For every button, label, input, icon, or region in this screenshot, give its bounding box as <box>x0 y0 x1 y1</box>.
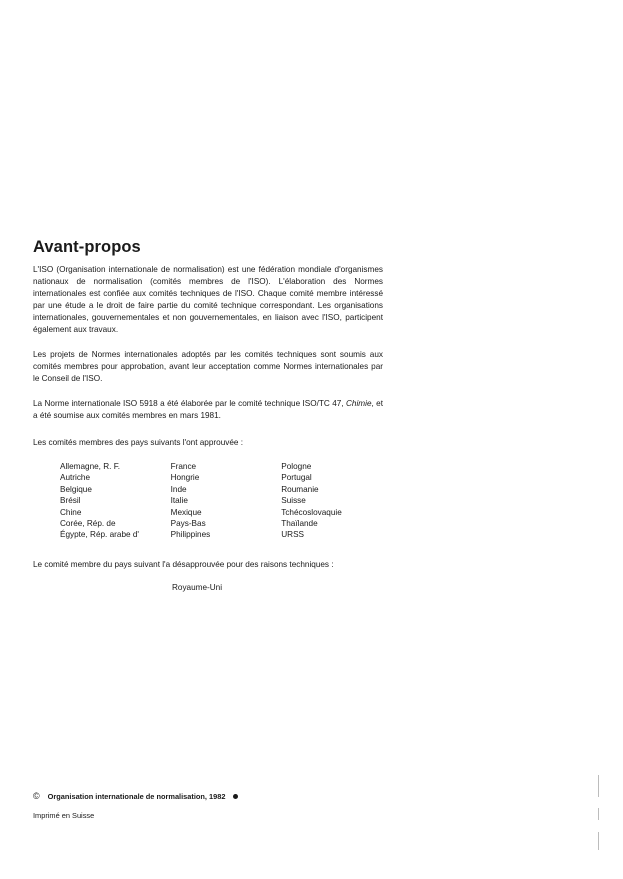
country-item: Autriche <box>60 473 91 483</box>
country-item: Tchécoslovaquie <box>281 507 342 517</box>
country-item: Égypte, Rép. arabe d' <box>60 530 139 540</box>
country-item: Portugal <box>281 473 312 483</box>
country-item: Belgique <box>60 484 92 494</box>
copyright-symbol: © <box>33 791 40 801</box>
committee-name: Chimie <box>346 399 372 408</box>
paragraph-iso-intro: L'ISO (Organisation internationale de normalisation) est une fédération mondiale d'organismes nationaux de normalisation (comités membres de l'ISO). L'élaboration des Normes internationales est confiée aux comités techniques de l'ISO. Chaque comité membre intéressé par une étude a le droit de faire partie du comité technique correspondant. Les organisations internationales, gouvernementales et non gouvernementales, en liaison avec l'ISO, participent également aux travaux. <box>33 265 383 334</box>
country-item: Roumanie <box>281 484 319 494</box>
country-item: France <box>170 462 197 471</box>
printed-in-note: Imprimé en Suisse <box>33 811 95 820</box>
page-title: Avant-propos <box>33 238 141 256</box>
country-item: Chine <box>60 507 82 517</box>
country-item: Inde <box>170 484 187 494</box>
country-item: Hongrie <box>170 473 200 483</box>
standard-origin-text-end: , et a été soumise aux comités membres en mars 1981. <box>33 399 383 420</box>
paragraph-disapproved-by: Le comité membre du pays suivant l'a désapprouvée pour des raisons techniques : <box>33 560 334 569</box>
paragraph-approval-process: Les projets de Normes internationales adoptés par les comités techniques sont soumis aux comités membres pour approbation, avant leur acceptation comme Normes internationales par le Conseil de l'ISO. <box>33 350 383 383</box>
country-item: Brésil <box>60 496 81 506</box>
approving-countries-list <box>60 461 380 541</box>
country-item: Suisse <box>281 496 306 506</box>
paragraph-approved-by: Les comités membres des pays suivants l'ont approuvée : <box>33 438 243 447</box>
country-column-3 <box>281 461 380 541</box>
paragraph-standard-origin <box>33 398 383 422</box>
country-item: Philippines <box>170 530 211 540</box>
margin-mark <box>598 775 599 797</box>
country-item: Pays-Bas <box>170 519 206 529</box>
country-item: Mexique <box>170 507 202 517</box>
standard-origin-text: La Norme internationale ISO 5918 a été élaborée par le comité technique ISO/TC 47, <box>33 399 344 408</box>
country-item: Pologne <box>281 462 312 471</box>
country-item: Italie <box>170 496 188 506</box>
country-item: Thaïlande <box>281 519 318 529</box>
disapproving-country: Royaume-Uni <box>172 583 223 592</box>
copyright-text: Organisation internationale de normalisation, 1982 <box>47 791 226 801</box>
country-item: URSS <box>281 530 304 540</box>
copyright-line <box>33 791 238 801</box>
bullet-dot-icon <box>233 794 238 799</box>
country-item: Allemagne, R. F. <box>60 462 121 471</box>
margin-mark <box>598 808 599 820</box>
country-column-1 <box>60 461 171 541</box>
country-column-2 <box>171 461 282 541</box>
margin-mark <box>598 832 599 850</box>
country-item: Corée, Rép. de <box>60 519 116 529</box>
